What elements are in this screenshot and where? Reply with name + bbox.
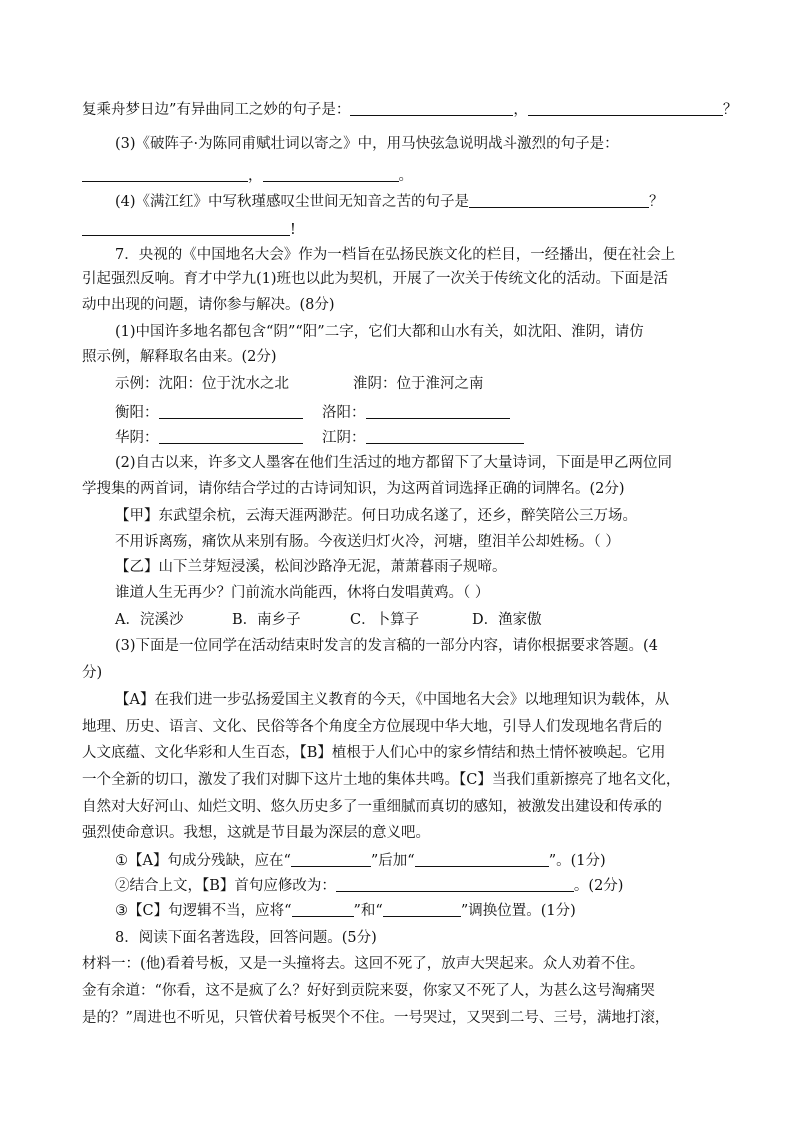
- q6-line1-text: 复乘舟梦日边”有异曲同工之妙的句子是：: [82, 102, 351, 118]
- q7-intro-1: 7．央视的《中国地名大会》作为一档旨在弘扬民族文化的栏目，一经播出，便在社会上: [115, 247, 676, 263]
- speech-para-5: 自然对大好河山、灿烂文明、悠久历史多了一重细腻而真切的感知，被激发出建设和传承的: [82, 799, 662, 815]
- option-b[interactable]: B．南乡子: [232, 612, 301, 628]
- material-1-line-2: 金有余道：“你看，这不是疯了么？好好到贡院来耍，你家又不死了人，为甚么这号淘痛哭: [82, 983, 655, 999]
- poem-jia-2: 不用诉离殇，痛饮从来别有肠。今夜送归灯火冷，河塘，堕泪羊公却姓杨。（ ）: [115, 534, 620, 550]
- q7-s2-1: (2)自古以来，许多文人墨客在他们生活过的地方都留下了大量诗词，下面是甲乙两位同: [115, 455, 673, 471]
- answer-blank[interactable]: [292, 902, 354, 917]
- q7-luoyang: 洛阳：: [322, 403, 510, 423]
- answer-blank[interactable]: [159, 429, 303, 444]
- answer-blank[interactable]: [159, 404, 303, 419]
- q6-part4-answers: !: [82, 220, 296, 240]
- material-1-line-3: 是的？”周进也不听见，只管伏着号板哭个不住。一号哭过，又哭到二号、三号，满地打滚，: [82, 1010, 670, 1026]
- answer-blank[interactable]: [366, 429, 524, 444]
- q7-s3-2: 分): [82, 665, 103, 681]
- answer-blank[interactable]: [469, 193, 649, 208]
- answer-blank[interactable]: [350, 101, 513, 116]
- answer-blank[interactable]: [82, 167, 248, 182]
- q7-hengyang: 衡阳：: [115, 403, 303, 423]
- q6-line1: 复乘舟梦日边”有异曲同工之妙的句子是： ， ？: [82, 102, 738, 118]
- q7-jiangyin: 江阴：: [322, 428, 524, 448]
- option-c[interactable]: C．卜算子: [350, 612, 420, 628]
- q7-s1-1: (1)中国许多地名都包含“阴”“阳”二字，它们大都和山水有关，如沈阳、淮阴，请仿: [115, 324, 644, 340]
- option-a[interactable]: A．浣溪沙: [115, 612, 184, 628]
- answer-blank[interactable]: [291, 852, 371, 867]
- answer-blank[interactable]: [263, 167, 399, 182]
- q7-s2-2: 学搜集的两首词，请你结合学过的古诗词知识，为这两首词选择正确的词牌名。(2分): [82, 481, 625, 497]
- material-1-line-1: 材料一：(他)看着号板，又是一头撞将去。这回不死了，放声大哭起来。众人劝着不住。: [82, 956, 645, 972]
- speech-para-3: 人文底蕴、文化华彩和人生百态，【B】植根于人们心中的家乡情结和热土情怀被唤起。它用: [82, 745, 666, 761]
- q7-huayin: 华阴：: [115, 428, 303, 448]
- speech-para-1: 【A】在我们进一步弘扬爱国主义教育的今天，《中国地名大会》以地理知识为载体，从: [115, 692, 670, 708]
- poem-yi-1: 【乙】山下兰芽短浸溪，松间沙路净无泥，萧萧暮雨子规啼。: [115, 559, 507, 575]
- q7-intro-3: 动中出现的问题，请你参与解决。(8分): [82, 297, 335, 313]
- answer-blank[interactable]: [366, 404, 510, 419]
- poem-yi-2: 谁道人生无再少？门前流水尚能西，休将白发唱黄鸡。（ ）: [115, 585, 490, 601]
- speech-para-4: 一个全新的切口，激发了我们对脚下这片土地的集体共鸣。【C】当我们重新擦亮了地名文化，: [82, 772, 681, 788]
- sub-question-2: ②结合上文，【B】首句应修改为： 。(2分): [115, 878, 624, 894]
- answer-blank[interactable]: [82, 221, 290, 236]
- answer-blank[interactable]: [336, 877, 574, 892]
- speech-para-2: 地理、历史、语言、文化、民俗等各个角度全方位展现中华大地，引导人们发现地名背后的: [82, 719, 662, 735]
- q6-part3-answers: ， 。: [82, 166, 413, 186]
- q7-s1-2: 照示例，解释取名由来。(2分): [82, 349, 277, 365]
- speech-para-6: 强烈使命意识。我想，这就是节目最为深层的意义吧。: [82, 825, 430, 841]
- q6-part4-text: (4)《满江红》中写秋瑾感叹尘世间无知音之苦的句子是: [115, 194, 470, 210]
- answer-blank[interactable]: [528, 101, 723, 116]
- poem-jia-1: 【甲】东武望余杭，云海天涯两渺茫。何日功成名遂了，还乡，醉笑陪公三万场。: [115, 508, 637, 524]
- q7-example-b: 淮阴：位于淮河之南: [353, 376, 484, 392]
- answer-blank[interactable]: [415, 852, 549, 867]
- q8-intro: 8．阅读下面名著选段，回答问题。(5分): [115, 930, 377, 946]
- q6-part3: [115, 134, 619, 154]
- q7-s3-1: (3)下面是一位同学在活动结束时发言的发言稿的一部分内容，请你根据要求答题。(4: [115, 638, 658, 654]
- q7-intro-2: 引起强烈反响。育才中学九(1)班也以此为契机，开展了一次关于传统文化的活动。下面是活: [82, 271, 669, 287]
- q7-example-a: 示例：沈阳：位于沈水之北: [115, 376, 289, 392]
- sub-question-1: ①【A】句成分残缺，应在“ ”后加“ ”。(1分): [115, 853, 606, 869]
- option-d[interactable]: D．渔家傲: [472, 612, 542, 628]
- q6-part4: (4)《满江红》中写秋瑾感叹尘世间无知音之苦的句子是 ？: [115, 194, 664, 210]
- answer-blank[interactable]: [383, 902, 461, 917]
- sub-question-3: ③【C】句逻辑不当，应将“ ”和“ ”调换位置。(1分): [115, 903, 576, 919]
- q6-part3-text: (3)《破阵子·为陈同甫赋壮词以寄之》中，用马快弦急说明战斗激烈的句子是：: [115, 136, 619, 152]
